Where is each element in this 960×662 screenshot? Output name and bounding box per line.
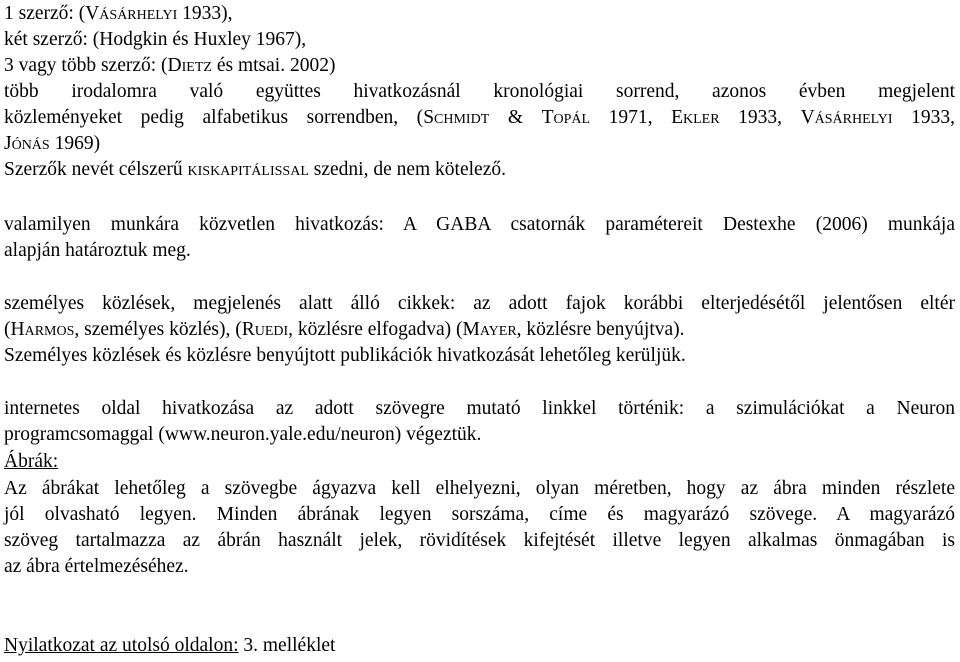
author-name: Mayer (462, 319, 517, 340)
text-segment: 3 vagy több szerző: ( (4, 55, 168, 76)
author-name: Topál (541, 107, 591, 128)
personal-communication-paragraph (4, 291, 955, 369)
direct-reference-paragraph (4, 212, 955, 264)
text-segment: 1971, (590, 107, 672, 128)
paragraph-line: Az ábrákat lehetőleg a szövegbe ágyazva kell elhelyezni, olyan méretben, hogy az ábra minden részlete (4, 478, 955, 499)
citation-one-author (4, 1, 232, 27)
text-segment: Szerzők nevét célszerű (4, 159, 188, 180)
text-segment: közleményeket pedig alfabetikus sorrendben, ( (4, 107, 424, 128)
paragraph-line: Személyes közlések és közlésre benyújtott publikációk hivatkozását lehetőleg kerüljük. (4, 345, 686, 366)
text-segment: , személyes közlés), ( (74, 319, 242, 340)
small-caps-note (4, 157, 506, 183)
declaration-label: Nyilatkozat az utolsó oldalon: (4, 635, 239, 656)
text-segment: 1933, (719, 107, 801, 128)
citation-two-authors (4, 27, 306, 53)
text-segment: & (489, 107, 542, 128)
author-name: Ruedi (241, 319, 289, 340)
author-name: Vásárhelyi (800, 107, 893, 128)
text-segment: 1 szerző: ( (4, 3, 86, 24)
text-segment: és mtsai. 2002) (211, 55, 336, 76)
small-caps-word: kiskapitálissal (187, 159, 309, 180)
multiple-citations-line-3 (4, 131, 100, 157)
text-segment: szedni, de nem kötelező. (308, 159, 506, 180)
text-segment: két szerző: (Hodgkin és Huxley 1967), (4, 29, 307, 50)
figures-paragraph (4, 476, 955, 580)
text-segment: ( (4, 319, 11, 340)
text-segment: 1969) (49, 133, 101, 154)
author-name: Ekler (671, 107, 720, 128)
figures-heading: Ábrák: (4, 451, 59, 472)
text-segment: több irodalomra való együttes hivatkozásnál kronológiai sorrend, azonos évben megjelent (4, 81, 955, 102)
declaration-line (4, 633, 335, 659)
author-name: Dietz (167, 55, 212, 76)
paragraph-line: alapján határoztuk meg. (4, 240, 191, 261)
paragraph-line: programcsomaggal (www.neuron.yale.edu/neuron) végeztük. (4, 424, 482, 445)
author-name: Harmos (10, 319, 75, 340)
paragraph-line: szöveg tartalmazza az ábrán használt jelek, rövidítések kifejtését illetve legyen alkalmas önmagában is (4, 530, 955, 551)
declaration-value: 3. melléklet (238, 635, 336, 656)
author-name: Schmidt (423, 107, 490, 128)
paragraph-line: internetes oldal hivatkozása az adott szövegre mutató linkkel történik: a szimulációkat a Neuron (4, 398, 955, 419)
paragraph-line: személyes közlések, megjelenés alatt álló cikkek: az adott fajok korábbi elterjedésétől jelentősen eltér (4, 293, 955, 314)
multiple-citations-line-1 (4, 79, 955, 105)
paragraph-line: valamilyen munkára közvetlen hivatkozás: A GABA csatornák paramétereit Destexhe (2006) munkája (4, 214, 955, 235)
text-segment: , közlésre benyújtva). (516, 319, 685, 340)
multiple-citations-line-2 (4, 105, 955, 131)
author-name: Vásárhelyi (85, 3, 178, 24)
paragraph-line (4, 317, 955, 343)
paragraph-line: jól olvasható legyen. Minden ábrának legyen sorszáma, címe és magyarázó szövege. A magyarázó (4, 504, 955, 525)
paragraph-line: az ábra értelmezéséhez. (4, 556, 189, 577)
text-segment: , közlésre elfogadva) ( (288, 319, 463, 340)
citation-three-authors (4, 53, 335, 79)
author-name: Jónás (4, 133, 50, 154)
internet-reference-paragraph (4, 396, 955, 448)
text-segment: 1933, (892, 107, 956, 128)
text-segment: 1933), (177, 3, 233, 24)
